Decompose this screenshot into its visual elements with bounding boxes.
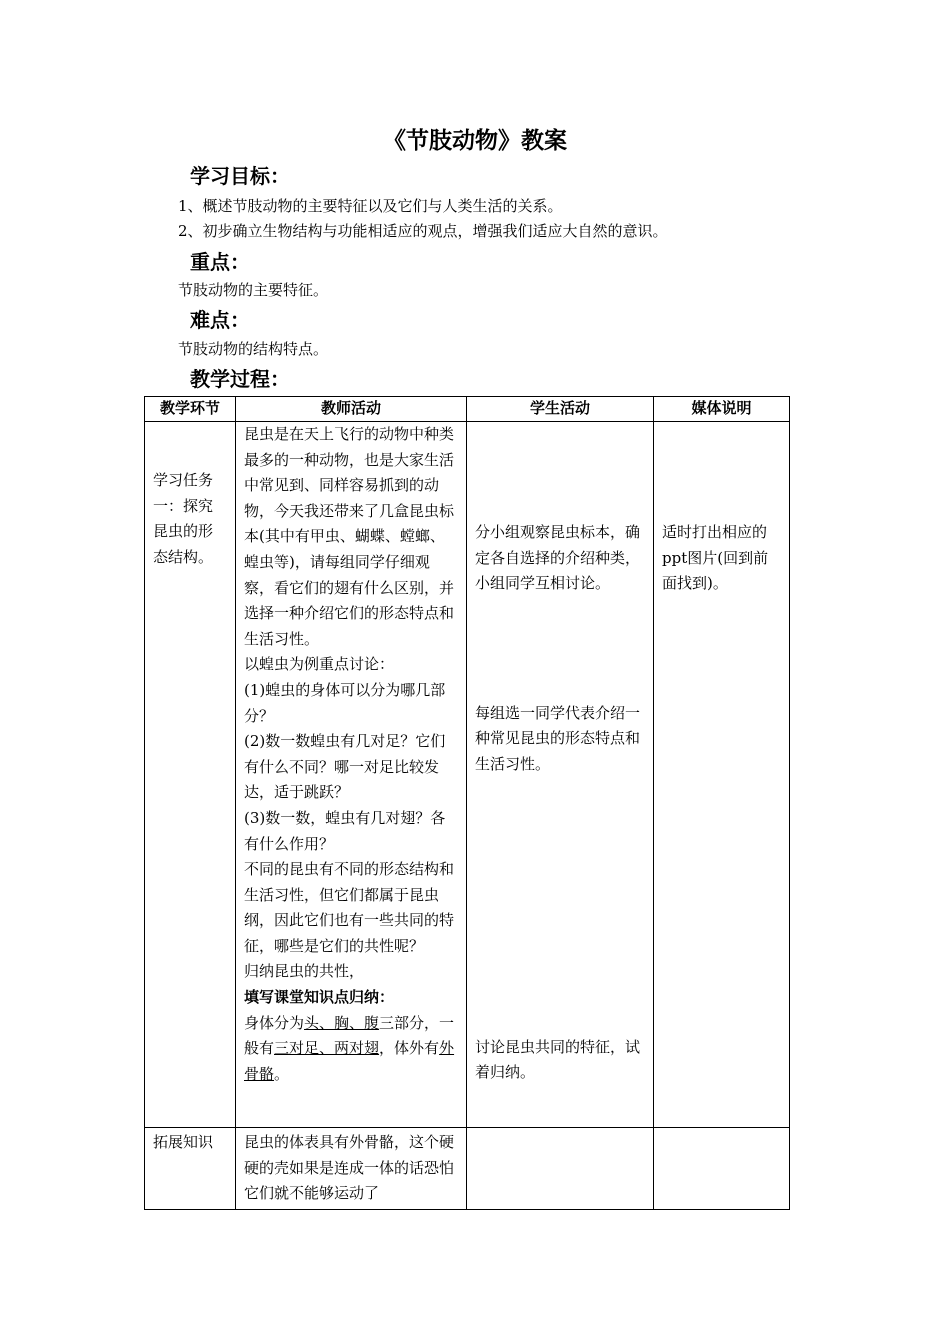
- column-header-teacher: 教师活动: [236, 397, 467, 422]
- objective-item-2: 2、初步确立生物结构与功能相适应的观点，增强我们适应大自然的意识。: [178, 222, 668, 240]
- teacher-activity-cell: [236, 422, 467, 1128]
- table-header-row: [145, 397, 790, 422]
- summary-blank-answer: 头、胸、腹: [304, 1013, 380, 1032]
- difficulty-heading: 难点：: [190, 308, 250, 332]
- stage-cell: 拓展知识: [145, 1128, 236, 1210]
- table-row: [145, 1128, 790, 1210]
- stage-cell: 学习任务一：探究昆虫的形态结构。: [145, 422, 236, 1128]
- media-note-cell: 适时打出相应的ppt图片(回到前面找到)。: [654, 422, 790, 1128]
- summary-label: 填写课堂知识点归纳：: [244, 988, 395, 1007]
- teacher-paragraph: (2)数一数蝗虫有几对足？它们有什么不同？哪一对足比较发达，适于跳跃？: [244, 732, 446, 802]
- student-activity-cell: [467, 422, 654, 1128]
- summary-text: 三部分，一般有: [244, 1013, 455, 1058]
- page-title: 《节肢动物》教案: [383, 127, 567, 154]
- student-activity-cell: [467, 1128, 654, 1210]
- teacher-activity-cell: 昆虫的体表具有外骨骼，这个硬硬的壳如果是连成一体的话恐怕它们就不能够运动了: [236, 1128, 467, 1210]
- key-point-heading: 重点：: [190, 250, 250, 274]
- column-header-stage: 教学环节: [145, 397, 236, 422]
- process-heading: 教学过程：: [190, 367, 290, 391]
- summary-text: 。: [274, 1064, 290, 1083]
- media-note-cell: [654, 1128, 790, 1210]
- objectives-heading: 学习目标：: [190, 164, 290, 188]
- teacher-paragraph: 不同的昆虫有不同的形态结构和生活习性，但它们都属于昆虫纲，因此它们也有一些共同的特征，哪些是它们的共性呢？: [244, 860, 455, 955]
- difficulty-text: 节肢动物的结构特点。: [178, 340, 329, 358]
- teacher-paragraph: (1)蝗虫的身体可以分为哪几部分？: [244, 680, 446, 725]
- table-row: [145, 422, 790, 1128]
- summary-blank-answer: 三对足、两对翅: [274, 1039, 380, 1058]
- column-header-student: 学生活动: [467, 397, 654, 422]
- student-paragraph: 分小组观察昆虫标本，确定各自选择的介绍种类，小组同学互相讨论。: [475, 523, 641, 593]
- teacher-paragraph: 归纳昆虫的共性，: [244, 962, 365, 981]
- teacher-paragraph: 以蝗虫为例重点讨论：: [244, 655, 395, 674]
- summary-text: 身体分为: [244, 1013, 305, 1032]
- teacher-paragraph: 昆虫是在天上飞行的动物中种类最多的一种动物，也是大家生活中常见到、同样容易抓到的动物，今天我还带来了几盒昆虫标本(其中有甲虫、蝴蝶、螳螂、蝗虫等)，请每组同学仔细观察，看它们的翅有什么区别，并选择一种介绍它们的形态特点和生活习性。: [244, 425, 455, 648]
- key-point-text: 节肢动物的主要特征。: [178, 281, 329, 299]
- summary-blank-answer: 外骨骼: [244, 1039, 455, 1083]
- column-header-media: 媒体说明: [654, 397, 790, 422]
- student-paragraph: 每组选一同学代表介绍一种常见昆虫的形态特点和生活习性。: [475, 703, 641, 773]
- summary-text: ，体外有: [379, 1039, 440, 1058]
- teaching-process-table: [144, 396, 790, 1210]
- summary-sentence: [244, 1014, 454, 1083]
- student-paragraph: 讨论昆虫共同的特征，试着归纳。: [475, 1037, 641, 1082]
- teacher-paragraph: (3)数一数，蝗虫有几对翅？各有什么作用？: [244, 808, 446, 853]
- objective-item-1: 1、概述节肢动物的主要特征以及它们与人类生活的关系。: [178, 197, 563, 215]
